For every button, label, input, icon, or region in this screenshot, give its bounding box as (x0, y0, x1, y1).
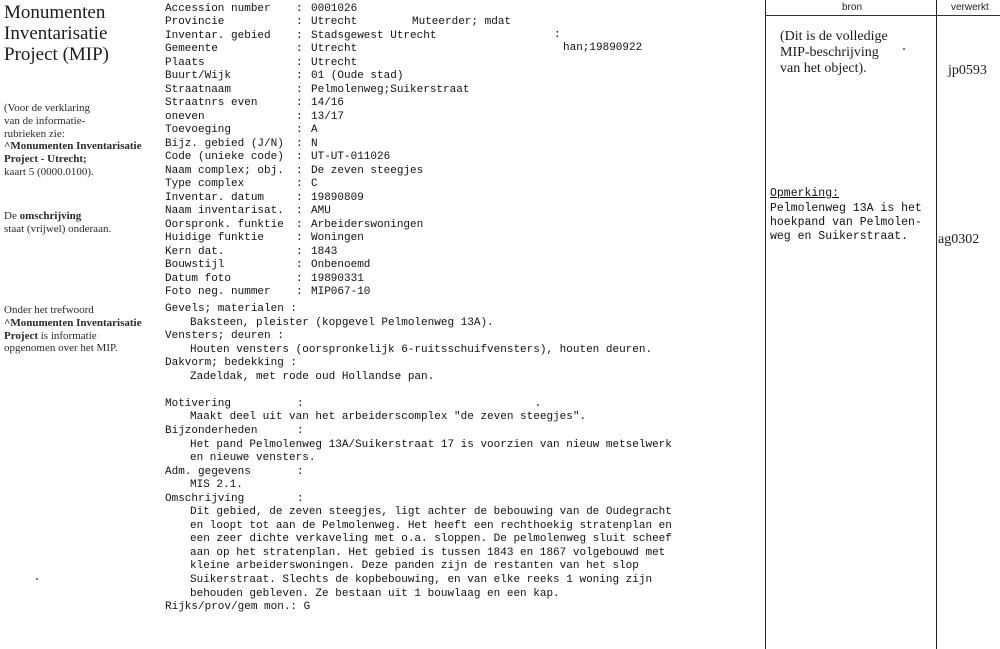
field-colon: : (296, 110, 303, 123)
description-text: en nieuwe vensters. (190, 452, 316, 465)
info-note-line (4, 153, 87, 166)
field-value: Utrecht (311, 16, 358, 29)
field-colon: : (296, 178, 303, 191)
field-row (165, 259, 725, 272)
field-label: Foto neg. nummer (165, 286, 271, 299)
field-colon: : (296, 43, 303, 56)
field-row (165, 57, 725, 70)
field-row (165, 192, 725, 205)
field-value: Woningen (311, 232, 364, 245)
field-colon: : (296, 97, 303, 110)
info-note-line (4, 140, 141, 153)
field-colon: : (296, 16, 303, 29)
bron-note-line: MIP-beschrijving (780, 45, 879, 60)
remark-title: Opmerking: (770, 187, 840, 200)
field-row (165, 232, 725, 245)
description-heading: Adm. gegevens : (165, 465, 304, 478)
description-heading: Gevels; materialen : (165, 303, 298, 315)
field-row (165, 273, 725, 286)
field-row (165, 219, 725, 232)
field-label: Naam complex; obj. (165, 164, 284, 177)
field-row (165, 30, 725, 43)
field-row (165, 97, 725, 110)
field-label: Huidige funktie (165, 232, 265, 245)
field-label: Straatnrs even (165, 97, 258, 110)
description-text: Baksteen, pleister (kopgevel Pelmolenweg 13A). (190, 316, 494, 329)
info-note-line: van de informatie- (4, 114, 86, 127)
divider-middle (936, 0, 937, 649)
field-colon: : (296, 29, 303, 42)
field-row (165, 286, 725, 299)
bron-note-line: van het object). (780, 61, 867, 76)
field-value: 14/16 (311, 97, 345, 110)
info-note-line: rubrieken zie: (4, 127, 65, 140)
field-value: Onbenoemd (311, 259, 371, 272)
mip-title (4, 2, 109, 65)
description-text: Houten vensters (oorspronkelijk 6-ruitsschuifvensters), houten deuren. (190, 343, 653, 356)
description-heading: Dakvorm; bedekking : (165, 357, 298, 370)
field-label: Datum foto (165, 272, 232, 285)
scan-speck (36, 578, 38, 580)
field-row (165, 165, 725, 178)
field-value: UT-UT-011026 (311, 151, 391, 164)
field-value: 1843 (311, 245, 338, 258)
bron-note (780, 29, 888, 77)
field-colon: : (296, 218, 303, 231)
field-label: Code (unieke code) (165, 151, 284, 164)
field-colon: : (296, 245, 303, 258)
remark-line: Pelmolenweg 13A is het (770, 202, 922, 215)
verwerkt-code-1: jp0593 (948, 63, 987, 78)
field-label: Bouwstijl (165, 259, 225, 272)
field-label: Accession number (165, 3, 271, 15)
info-note-line: opgenomen over het MIP. (4, 342, 118, 355)
info-note-line: staat (vrijwel) onderaan. (4, 222, 112, 235)
description-heading: Motivering : (165, 397, 304, 410)
field-label: Toevoeging (165, 124, 232, 137)
field-label: Buurt/Wijk (165, 70, 232, 83)
divider-left (765, 0, 766, 649)
field-value: A (311, 124, 318, 137)
field-label: Oorspronk. funktie (165, 218, 284, 231)
description-heading: Omschrijving : (165, 492, 304, 505)
field-value: MIP067-10 (311, 286, 371, 299)
field-colon: : (296, 164, 303, 177)
scan-speck (537, 404, 539, 406)
field-colon: : (296, 191, 303, 204)
field-row (165, 205, 725, 218)
field-colon: : (296, 70, 303, 83)
field-row (165, 151, 725, 164)
header-rule (765, 15, 1000, 16)
mutator-label: Muteerder; mdat (412, 16, 512, 28)
mutator-colon: : (554, 29, 561, 41)
remark-text (770, 202, 922, 244)
field-value: N (311, 137, 318, 150)
field-label: Gemeente (165, 43, 218, 56)
mip-title-line: Monumenten (4, 2, 106, 23)
header-verwerkt: verwerkt (951, 2, 989, 13)
field-row (165, 138, 725, 151)
field-value: Utrecht (311, 56, 358, 69)
info-note-bold: Project (4, 329, 38, 342)
field-label: Naam inventarisat. (165, 205, 284, 218)
field-value: Pelmolenweg;Suikerstraat (311, 83, 470, 96)
verwerkt-code-2: ag0302 (938, 232, 980, 247)
field-colon: : (296, 3, 303, 15)
field-row (165, 246, 725, 259)
field-row (165, 124, 725, 137)
mip-title-line: Inventarisatie (4, 23, 108, 44)
field-colon: : (296, 205, 303, 218)
description-heading: Bijzonderheden : (165, 424, 304, 437)
field-row (165, 3, 725, 16)
info-note-bold: omschrijving (19, 210, 82, 222)
description-heading: Vensters; deuren : (165, 330, 284, 343)
description-text: kleine arbeiderswoningen. Deze panden zijn de restanten van het slop (190, 560, 639, 573)
field-label: Type complex (165, 178, 245, 191)
description-heading: Rijks/prov/gem mon.: G (165, 601, 311, 614)
field-label: Straatnaam (165, 83, 232, 96)
description-text: Maakt deel uit van het arbeiderscomplex "de zeven steegjes". (190, 411, 587, 424)
description-text: Het pand Pelmolenweg 13A/Suikerstraat 17 is voorzien van nieuw metselwerk (190, 438, 672, 451)
field-row (165, 16, 725, 29)
field-row (165, 70, 725, 83)
info-note-line: (Voor de verklaring (4, 102, 90, 114)
field-value: 0001026 (311, 3, 358, 15)
field-colon: : (296, 272, 303, 285)
info-note-bold: Project - Utrecht; (4, 153, 87, 166)
field-colon: : (296, 56, 303, 69)
remark-line: hoekpand van Pelmolen- (770, 216, 922, 229)
info-note-line (4, 317, 141, 330)
field-label: Inventar. datum (165, 191, 265, 204)
field-value: C (311, 178, 318, 191)
field-value: 19890809 (311, 191, 364, 204)
field-value: 01 (Oude stad) (311, 70, 404, 83)
description-text: MIS 2.1. (190, 479, 243, 492)
description-text: Dit gebied, de zeven steegjes, ligt achter de bebouwing van de Oudegracht (190, 506, 672, 519)
description-text: Zadeldak, met rode oud Hollandse pan. (190, 370, 435, 383)
field-colon: : (296, 137, 303, 150)
mip-title-line: Project (MIP) (4, 44, 110, 65)
field-row (165, 43, 725, 56)
field-colon: : (296, 286, 303, 299)
field-label: Provincie (165, 16, 225, 29)
field-row (165, 111, 725, 124)
source-panel (760, 0, 1000, 649)
info-note-line: De omschrijving (4, 210, 82, 222)
field-value: Stadsgewest Utrecht (311, 29, 437, 42)
field-colon: : (296, 232, 303, 245)
mutator-value: han;19890922 (563, 42, 643, 54)
info-note-line: kaart 5 (0000.0100). (4, 166, 94, 178)
remark-line: weg en Suikerstraat. (770, 230, 909, 243)
field-value: 13/17 (311, 110, 345, 123)
field-colon: : (296, 259, 303, 272)
field-row (165, 178, 725, 191)
field-value: AMU (311, 205, 331, 218)
field-value: 19890331 (311, 272, 364, 285)
field-colon: : (296, 83, 303, 96)
header-bron: bron (842, 2, 863, 13)
field-label: Inventar. gebied (165, 29, 271, 42)
description-text: aan op het stratenplan. Het gebied is tussen 1843 en 1867 volgebouwd met (190, 546, 666, 559)
field-value: De zeven steegjes (311, 164, 424, 177)
field-row (165, 84, 725, 97)
info-note-bold: ^Monumenten Inventarisatie (4, 140, 142, 153)
field-label: oneven (165, 110, 205, 123)
field-value: Arbeiderswoningen (311, 218, 424, 231)
info-note-bold: ^Monumenten Inventarisatie (4, 316, 142, 329)
field-colon: : (296, 124, 303, 137)
field-label: Bijz. gebied (J/N) (165, 137, 284, 150)
scan-speck (903, 48, 905, 50)
field-label: Kern dat. (165, 245, 225, 258)
description-text: Suikerstraat. Slechts de kopbebouwing, en van elke reeks 1 woning zijn (190, 574, 653, 586)
field-value: Utrecht (311, 43, 358, 56)
description-text: een zeer dichte verkaveling met o.a. sloppen. De pelmolenweg sluit scheef (190, 533, 672, 546)
description-text: en loopt tot aan de Pelmolenweg. Het heeft een rechthoekig stratenplan en (190, 519, 672, 532)
field-colon: : (296, 151, 303, 164)
description-text: behouden gebleven. Ze bestaan uit 1 bouwlaag en een kap. (190, 587, 560, 600)
info-note-line: Onder het trefwoord (4, 304, 94, 316)
info-note-line: Project is informatie (4, 329, 97, 342)
field-label: Plaats (165, 56, 205, 69)
bron-note-line: (Dit is de volledige (780, 29, 888, 44)
